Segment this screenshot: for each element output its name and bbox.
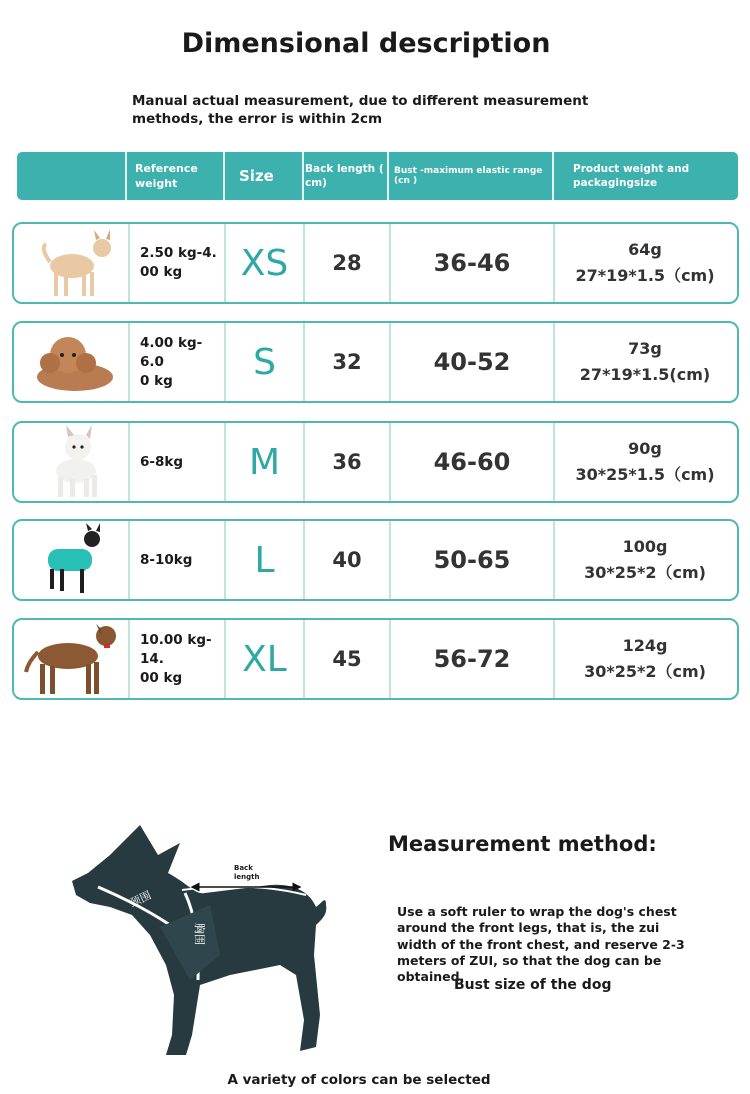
product-weight: 73g: [628, 339, 662, 358]
package-size: 30*25*1.5（cm): [575, 465, 715, 484]
size-cell: XL: [242, 638, 287, 680]
chest-label: 胸围: [193, 923, 206, 945]
product-weight: 124g: [622, 636, 668, 655]
table-row: [12, 519, 739, 601]
measurement-title: Measurement method:: [388, 832, 657, 856]
colors-note: A variety of colors can be selected: [227, 1072, 491, 1088]
header-product: Product weight and packagingsize: [573, 163, 690, 189]
product-cell: [555, 423, 735, 501]
weight-cell: 8-10kg: [140, 551, 193, 568]
bust-cell: 40-52: [433, 348, 511, 376]
back-length-label: Back length: [234, 864, 260, 881]
dog-silhouette-diagram: [70, 815, 340, 1065]
table-row: [12, 321, 739, 403]
weight-cell: 4.00 kg-6.0 0 kg: [140, 334, 203, 389]
neck-label: 颈围: [127, 888, 154, 910]
package-size: 27*19*1.5(cm): [579, 365, 711, 384]
table-row: [12, 421, 739, 503]
product-cell: [555, 521, 735, 599]
size-cell: L: [254, 539, 275, 581]
weight-cell: 6-8kg: [140, 453, 184, 470]
bust-cell: 56-72: [433, 645, 511, 673]
header-size: Size: [239, 167, 274, 185]
product-weight: 90g: [628, 439, 662, 458]
back-length-cell: 40: [332, 548, 362, 572]
package-size: 27*19*1.5（cm): [575, 266, 715, 285]
measurement-note: Manual actual measurement, due to different measurement methods, the error is within 2cm: [132, 93, 589, 127]
back-length-cell: 36: [332, 450, 362, 474]
size-cell: M: [248, 441, 281, 483]
back-length-cell: 32: [332, 350, 362, 374]
bust-cell: 36-46: [433, 249, 511, 277]
weight-cell: 2.50 kg-4. 00 kg: [140, 245, 217, 280]
table-header: [17, 152, 738, 200]
package-size: 30*25*2（cm): [584, 662, 706, 681]
bust-size-label: Bust size of the dog: [454, 977, 612, 993]
table-row: [12, 222, 739, 304]
table-row: [12, 618, 739, 700]
size-cell: XS: [240, 242, 289, 284]
header-weight: Reference weight: [135, 162, 198, 190]
product-cell: [555, 620, 735, 698]
bust-cell: 50-65: [433, 546, 511, 574]
back-length-cell: 28: [332, 251, 362, 275]
product-weight: 100g: [622, 537, 668, 556]
package-size: 30*25*2（cm): [584, 563, 706, 582]
product-cell: [555, 224, 735, 302]
bust-cell: 46-60: [433, 448, 511, 476]
size-cell: S: [253, 341, 276, 383]
measurement-description: Use a soft ruler to wrap the dog's chest around the front legs, that is, the zui width of the front chest, and reserve 2-3 meters of ZUI, so that the dog can be obtained.: [397, 904, 685, 985]
back-length-cell: 45: [332, 647, 362, 671]
header-bust: Bust -maximum elastic range (cn ): [394, 166, 543, 186]
header-back-length: Back length ( cm): [305, 163, 384, 189]
product-weight: 64g: [628, 240, 662, 259]
weight-cell: 10.00 kg-14. 00 kg: [140, 631, 212, 686]
page-title: Dimensional description: [181, 28, 551, 59]
product-cell: [555, 323, 735, 401]
